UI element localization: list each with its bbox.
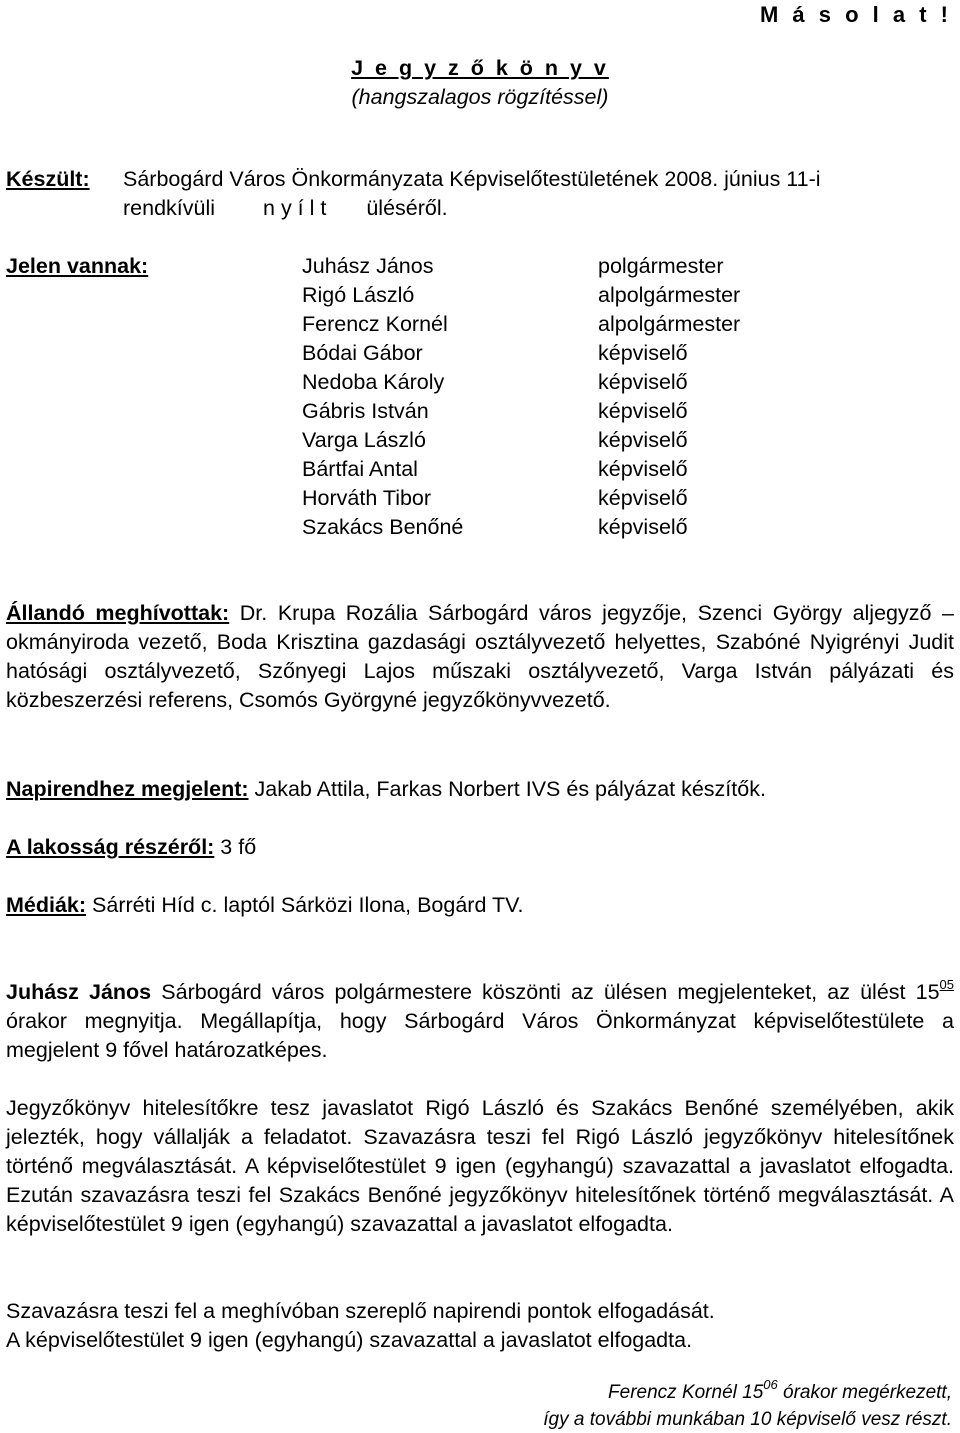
attendee-roles bbox=[598, 252, 740, 542]
attendee-role: képviselő bbox=[598, 399, 688, 423]
opening-text-a: Sárbogárd város polgármestere köszönti az ülésen megjelenteket, az ülést 15 bbox=[151, 980, 940, 1004]
arrival-note-text-b: órakor megérkezett, bbox=[777, 1382, 952, 1403]
media bbox=[6, 891, 954, 920]
mayor-name: Juhász János bbox=[6, 980, 152, 1004]
permanent-invitees-label: Állandó meghívottak: bbox=[6, 601, 230, 625]
opening-minutes: 05 bbox=[939, 976, 955, 992]
document-subtitle: (hangszalagos rögzítéssel) bbox=[351, 85, 609, 109]
arrival-note-text-a: Ferencz Kornél 15 bbox=[608, 1382, 764, 1403]
media-text: Sárréti Híd c. laptól Sárközi Ilona, Bogárd TV. bbox=[86, 893, 524, 917]
keszult-text bbox=[123, 165, 955, 223]
attendee-role: képviselő bbox=[598, 515, 688, 539]
attendees-label: Jelen vannak: bbox=[6, 254, 149, 278]
attendee-name: Rigó László bbox=[302, 283, 415, 307]
attendee-role: képviselő bbox=[598, 457, 688, 481]
attendee-name: Ferencz Kornél bbox=[302, 312, 448, 336]
session-type: rendkívüli bbox=[123, 196, 216, 220]
keszult-line1: Sárbogárd Város Önkormányzata Képviselőtestületének 2008. június 11-i bbox=[123, 167, 821, 191]
opening-text-b: órakor megnyitja. Megállapítja, hogy Sárbogárd Város Önkormányzat képviselőtestülete a megjelent 9 fővel határozatképes. bbox=[6, 1009, 954, 1062]
attendee-name: Bártfai Antal bbox=[302, 457, 418, 481]
arrival-note-line1 bbox=[608, 1376, 952, 1406]
agenda-attendees-text: Jakab Attila, Farkas Norbert IVS és pályázat készítők. bbox=[248, 777, 766, 801]
attendee-role: alpolgármester bbox=[598, 283, 741, 307]
attendee-role: képviselő bbox=[598, 341, 688, 365]
attendee-role: képviselő bbox=[598, 428, 688, 452]
keszult-label: Készült: bbox=[6, 167, 90, 191]
arrival-note-line2: így a további munkában 10 képviselő vesz részt. bbox=[543, 1409, 952, 1430]
session-suffix: üléséről. bbox=[366, 196, 448, 220]
agenda-vote-line1: Szavazásra teszi fel a meghívóban szereplő napirendi pontok elfogadását. bbox=[6, 1299, 715, 1323]
document-title: J e g y z ő k ö n y v bbox=[351, 56, 609, 80]
attendee-role: alpolgármester bbox=[598, 312, 741, 336]
attendee-names bbox=[302, 252, 463, 542]
agenda-attendees bbox=[6, 775, 954, 804]
paragraph-opening bbox=[6, 978, 954, 1065]
media-label: Médiák: bbox=[6, 893, 87, 917]
attendee-name: Horváth Tibor bbox=[302, 486, 432, 510]
attendee-name: Juhász János bbox=[302, 254, 434, 278]
attendee-name: Szakács Benőné bbox=[302, 515, 464, 539]
agenda-vote-line2: A képviselőtestület 9 igen (egyhangú) szavazattal a javaslatot elfogadta. bbox=[6, 1328, 693, 1352]
paragraph-authenticators: Jegyzőkönyv hitelesítőkre tesz javaslatot Rigó László és Szakács Benőné személyében, akik jelezték, hogy vállalják a feladatot. Szavazásra teszi fel Rigó László jegyzőkönyv hitelesítőnek történő megválasztását. A képviselőtestület 9 igen (egyhangú) szavazattal a javaslatot elfogadta. Ezután szavazásra teszi fel Szakács Benőné jegyzőkönyv hitelesítőnek történő megválasztását. A képviselőtestület 9 igen (egyhangú) szavazattal a javaslatot elfogadta. bbox=[6, 1096, 954, 1236]
permanent-invitees bbox=[6, 599, 954, 715]
copy-mark: M á s o l a t ! bbox=[759, 2, 952, 27]
attendee-role: képviselő bbox=[598, 486, 688, 510]
attendee-role: polgármester bbox=[598, 254, 724, 278]
attendee-name: Nedoba Károly bbox=[302, 370, 445, 394]
paragraph-agenda-vote bbox=[6, 1297, 954, 1355]
arrival-minutes: 06 bbox=[763, 1376, 778, 1392]
keszult-line2 bbox=[123, 194, 955, 223]
attendee-name: Gábris István bbox=[302, 399, 429, 423]
attendee-name: Varga László bbox=[302, 428, 426, 452]
permanent-invitees-text: Dr. Krupa Rozália Sárbogárd város jegyzője, Szenci György aljegyző – okmányiroda vezető, Boda Krisztina gazdasági osztályvezető helyettes, Szabóné Nyigrényi Judit hatósági osztályvezető, Szőnyegi Lajos műszaki osztályvezető, Varga István pályázati és közbeszerzési referens, Csomós Györgyné jegyzőkönyvvezető. bbox=[6, 601, 954, 712]
attendee-name: Bódai Gábor bbox=[302, 341, 423, 365]
public-attendance-label: A lakosság részéről: bbox=[6, 835, 215, 859]
agenda-attendees-label: Napirendhez megjelent: bbox=[6, 777, 249, 801]
public-attendance bbox=[6, 833, 954, 862]
session-open: n y í l t bbox=[263, 196, 327, 220]
public-attendance-text: 3 fő bbox=[214, 835, 257, 859]
attendee-role: képviselő bbox=[598, 370, 688, 394]
